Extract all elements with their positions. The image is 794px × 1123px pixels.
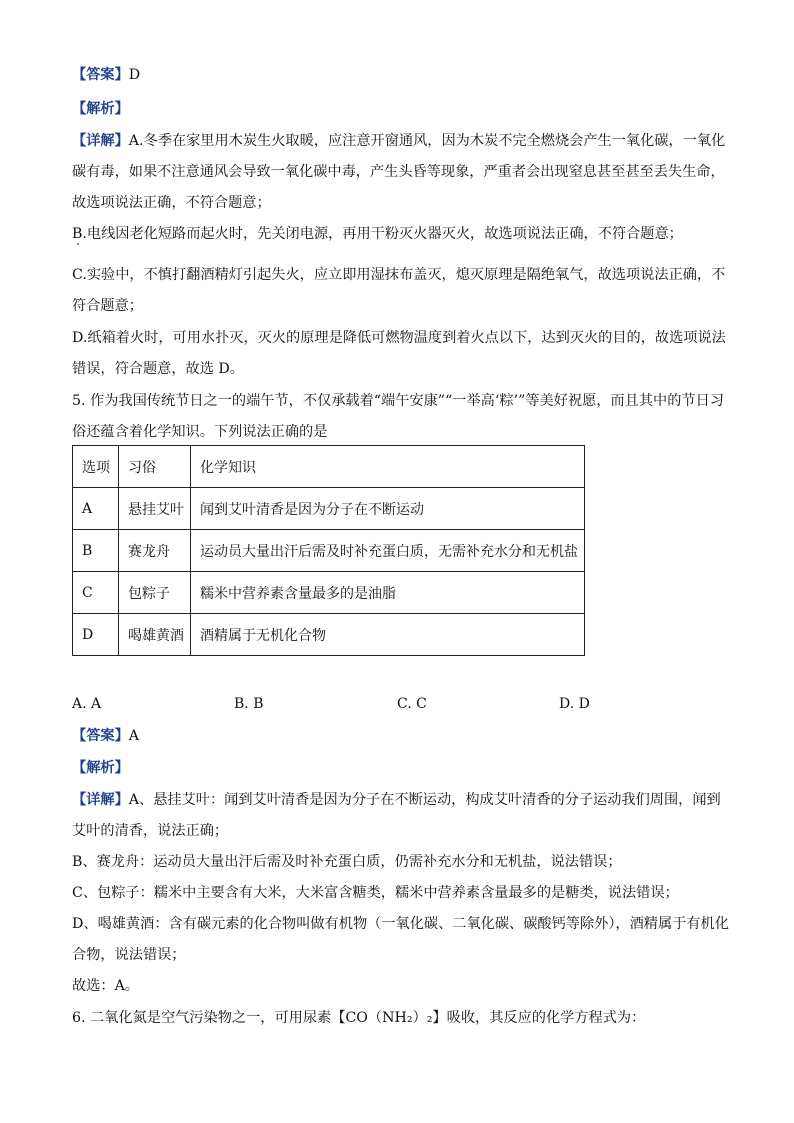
q4-detail-line-8: 错误，符合题意，故选 D。 bbox=[72, 361, 244, 377]
q5-stem-line-2: 俗还蕴含着化学知识。下列说法正确的是 bbox=[72, 424, 328, 440]
q4-detail-line-7: D.纸箱着火时，可用水扑灭，灭火的原理是降低可燃物温度到着火点以下，达到灭火的目的，故选项说法 bbox=[72, 330, 726, 346]
choice-b: B. B bbox=[234, 696, 264, 712]
q4-detail-line-1 bbox=[72, 130, 726, 152]
table-header-cell: 化学知识 bbox=[191, 446, 585, 488]
table-cell: B bbox=[73, 530, 119, 572]
q4-detail-line-2: 碳有毒，如果不注意通风会导致一氧化碳中毒，产生头昏等现象，严重者会出现窒息甚至甚至丢失生命， bbox=[72, 164, 725, 180]
q5-stem-line-1: 5. 作为我国传统节日之一的端午节，不仅承载着“端午安康”“一举高‘粽’”等美好祝愿，而且其中的节日习 bbox=[72, 393, 724, 409]
table-header-cell: 习俗 bbox=[119, 446, 191, 488]
table-cell: 酒精属于无机化合物 bbox=[191, 614, 585, 656]
table-header-cell: 选项 bbox=[73, 446, 119, 488]
table-cell: D bbox=[73, 614, 119, 656]
q5-detail-line-1 bbox=[72, 789, 722, 811]
q4-detail-line-6: 符合题意； bbox=[72, 298, 143, 314]
choice-a: A. A bbox=[72, 696, 102, 712]
detail-tag: 【详解】 bbox=[72, 133, 129, 149]
options-table bbox=[72, 445, 585, 656]
detail-text: A.冬季在家里用木炭生火取暖，应注意开窗通风，因为木炭不完全燃烧会产生一氧化碳，一氧化 bbox=[128, 133, 726, 149]
answer-value: A bbox=[128, 728, 140, 744]
table-cell: C bbox=[73, 572, 119, 614]
q5-detail-line-3: B、赛龙舟：运动员大量出汗后需及时补充蛋白质，仍需补充水分和无机盐，说法错误； bbox=[72, 854, 622, 870]
q5-detail-line-7: 故选：A。 bbox=[72, 978, 139, 994]
table-row bbox=[73, 572, 585, 614]
table-cell: 糯米中营养素含量最多的是油脂 bbox=[191, 572, 585, 614]
answer-tag: 【答案】 bbox=[72, 728, 129, 744]
detail-tag: 【详解】 bbox=[72, 792, 129, 808]
q5-detail-line-5: D、喝雄黄酒：含有碳元素的化合物叫做有机物（一氧化碳、二氧化碳、碳酸钙等除外），酒精属于有机化 bbox=[72, 916, 729, 932]
analysis-tag: 【解析】 bbox=[72, 760, 129, 776]
table-cell: 闻到艾叶清香是因为分子在不断运动 bbox=[191, 488, 585, 530]
table-row bbox=[73, 530, 585, 572]
detail-text: A、悬挂艾叶：闻到艾叶清香是因为分子在不断运动，构成艾叶清香的分子运动我们周围，闻到 bbox=[128, 792, 721, 808]
q4-detail-line-4: B.电线因老化短路而起火时，先关闭电源，再用干粉灭火器灭火，故选项说法正确，不符合题意； bbox=[72, 226, 683, 242]
table-row bbox=[73, 614, 585, 656]
table-header-row bbox=[73, 446, 585, 488]
choice-c: C. C bbox=[397, 696, 427, 712]
table-cell: 悬挂艾叶 bbox=[119, 488, 191, 530]
q5-answer-line bbox=[72, 725, 722, 747]
q6-stem: 6. 二氧化氮是空气污染物之一，可用尿素【CO（NH₂）₂】吸收，其反应的化学方程式为： bbox=[72, 1010, 646, 1026]
table-cell: A bbox=[73, 488, 119, 530]
table-cell: 赛龙舟 bbox=[119, 530, 191, 572]
choice-d: D. D bbox=[559, 696, 590, 712]
q5-analysis-line bbox=[72, 757, 722, 779]
answer-value: D bbox=[128, 67, 141, 83]
answer-tag: 【答案】 bbox=[72, 67, 129, 83]
q4-answer-line bbox=[72, 64, 722, 86]
table-row bbox=[73, 488, 585, 530]
q4-detail-line-5: C.实验中，不慎打翻酒精灯引起失火，应立即用湿抹布盖灭，熄灭原理是隔绝氧气，故选项说法正确，不 bbox=[72, 267, 726, 283]
q5-detail-line-2: 艾叶的清香，说法正确； bbox=[72, 823, 229, 839]
table-cell: 喝雄黄酒 bbox=[119, 614, 191, 656]
q5-detail-line-6: 合物，说法错误； bbox=[72, 947, 186, 963]
table-cell: 运动员大量出汗后需及时补充蛋白质，无需补充水分和无机盐 bbox=[191, 530, 585, 572]
q4-detail-line-3: 故选项说法正确，不符合题意； bbox=[72, 195, 271, 211]
q5-detail-line-4: C、包粽子：糯米中主要含有大米，大米富含糖类，糯米中营养素含量最多的是糖类，说法错误； bbox=[72, 885, 679, 901]
q4-analysis-line bbox=[72, 98, 722, 120]
table-cell: 包粽子 bbox=[119, 572, 191, 614]
analysis-tag: 【解析】 bbox=[72, 101, 129, 117]
